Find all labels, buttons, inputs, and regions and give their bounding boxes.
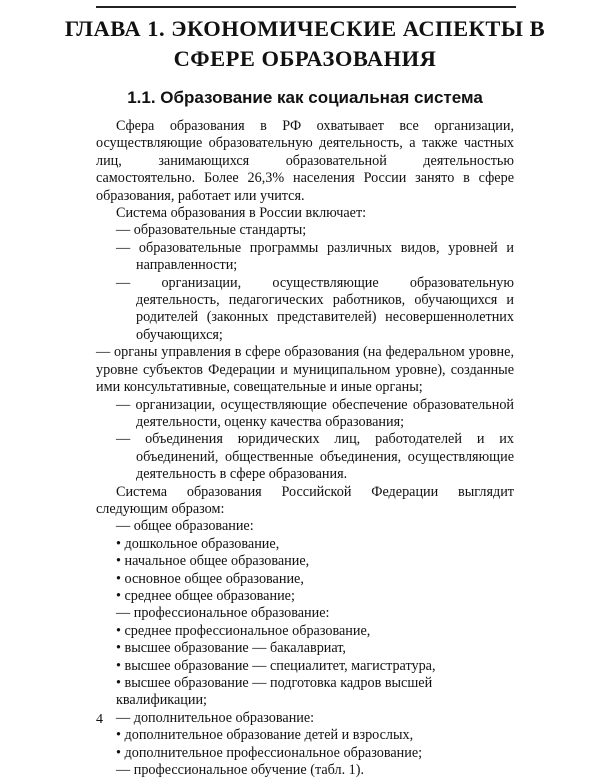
structure-item: — профессиональное образование:: [116, 605, 330, 622]
structure-item: • высшее образование — подготовка кадров высшей квалификации;: [116, 675, 433, 709]
list-item: — организации, осуществляющие образовательную деятельность, педагогических работников, обучающихся и родителей (законных представителей) несовершеннолетних обучающихся;: [116, 274, 514, 343]
structure-item: • дополнительное образование детей и взрослых,: [116, 727, 414, 744]
list-item: — органы управления в сфере образования (на федеральном уровне, уровне субъектов Федерации и муниципальном уровне), созданные ими консультативные, совещательные и иные органы;: [96, 344, 514, 396]
structure-item: • среднее профессиональное образование,: [116, 622, 371, 639]
list-item: — образовательные стандарты;: [116, 222, 307, 239]
top-rule: [96, 6, 516, 8]
page-number: 4: [96, 712, 103, 727]
structure-item: — общее образование:: [116, 518, 254, 535]
structure-item: • основное общее образование,: [116, 570, 304, 587]
list-item: — организации, осуществляющие обеспечение образовательной деятельности, оценку качества образования;: [116, 396, 514, 430]
structure-item: • среднее общее образование;: [116, 587, 295, 604]
structure-item: • начальное общее образование,: [116, 553, 310, 570]
list-item: — образовательные программы различных видов, уровней и направленности;: [116, 239, 514, 274]
structure-item: • высшее образование — бакалавриат,: [116, 640, 346, 657]
structure-item: • дошкольное образование,: [116, 535, 280, 552]
structure-item: • высшее образование — специалитет, магистратура,: [116, 657, 436, 674]
structure-item: • дополнительное профессиональное образование;: [116, 744, 423, 761]
structure-item: — дополнительное образование:: [116, 709, 315, 726]
section-title: 1.1. Образование как социальная система: [127, 88, 483, 107]
list-item: — объединения юридических лиц, работодателей и их объединений, общественные объединения, осуществляющие деятельность в сфере образования.: [116, 431, 514, 483]
paragraph-intro: Сфера образования в РФ охватывает все организации, осуществляющие образовательную деятельность, а также частных лиц, занимающихся образовательной деятельностью самостоятельно. Более 26,3% населения России занято в сфере образования, работает или учится.: [96, 118, 514, 204]
paragraph-structure: Система образования Российской Федерации выглядит следующим образом:: [96, 483, 514, 517]
chapter-title: ГЛАВА 1. ЭКОНОМИЧЕСКИЕ АСПЕКТЫ В СФЕРЕ ОБРАЗОВАНИЯ: [64, 16, 546, 71]
page-body: [96, 118, 514, 779]
structure-item: — профессиональное обучение (табл. 1).: [116, 762, 365, 779]
paragraph-system-includes: Система образования в России включает:: [116, 205, 367, 222]
